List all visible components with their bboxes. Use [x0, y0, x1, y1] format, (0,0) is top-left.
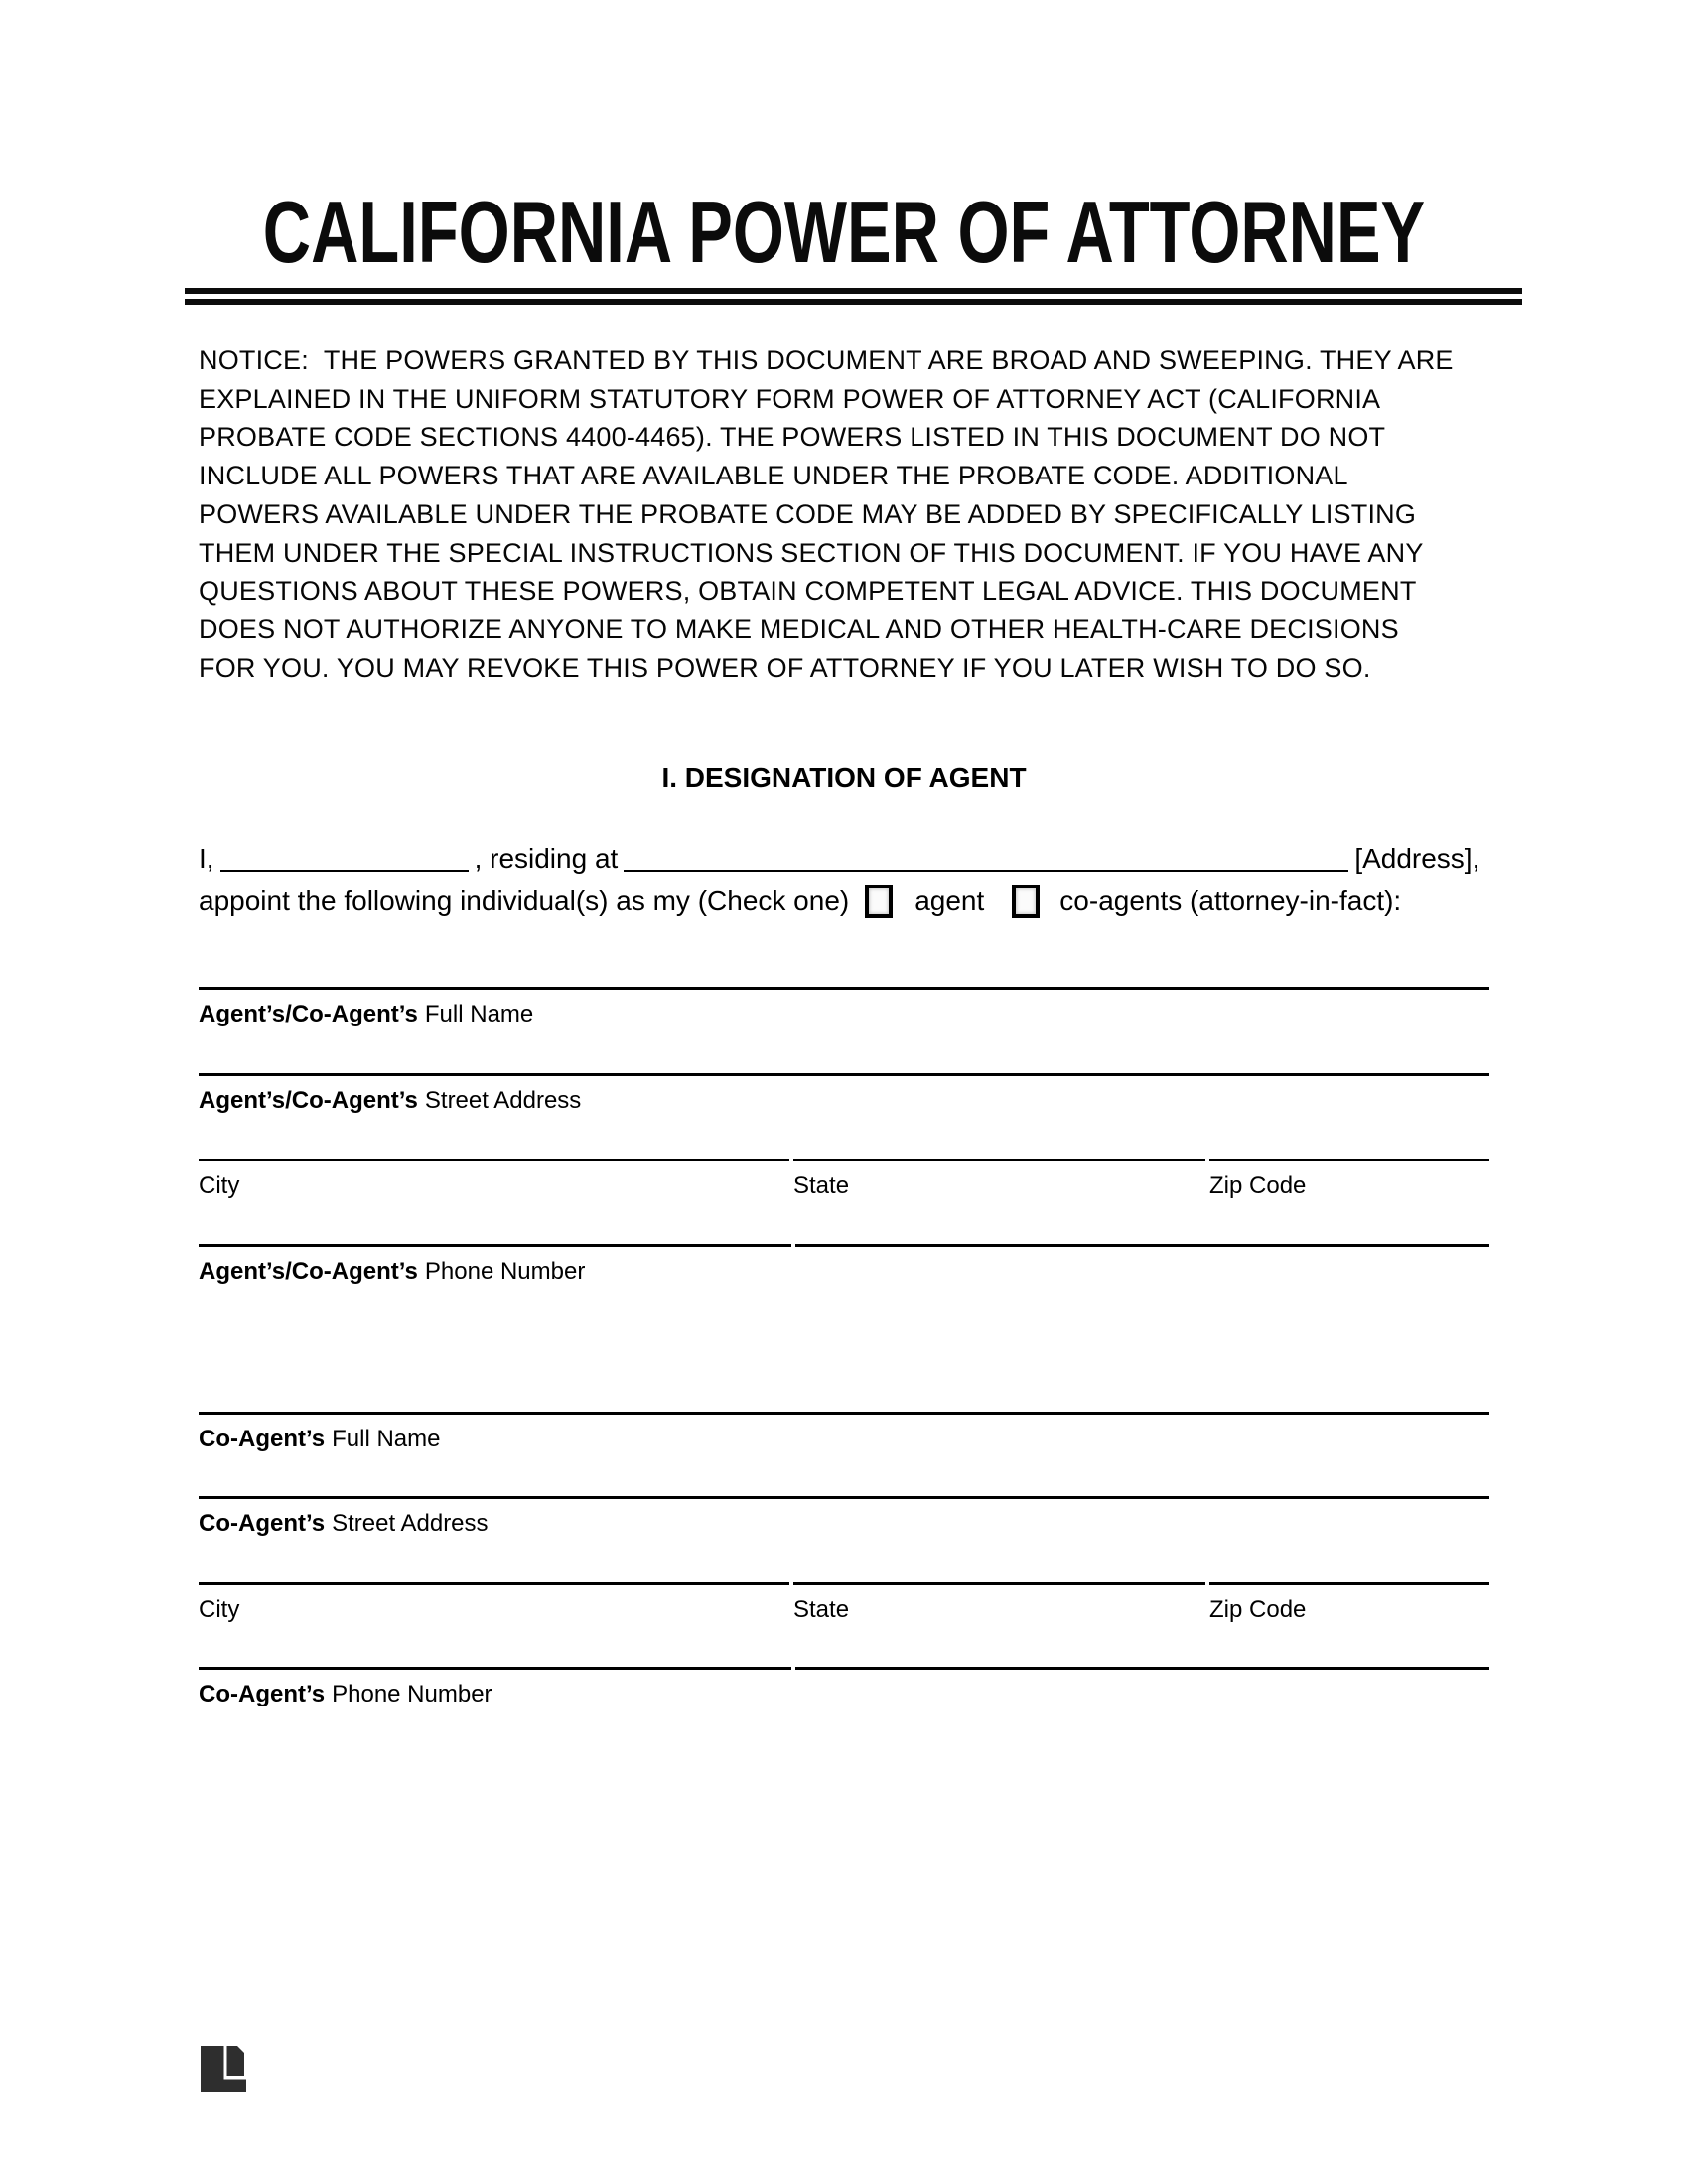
agent-city-blank[interactable] [199, 1159, 789, 1161]
coagent-state-label: State [793, 1596, 850, 1623]
agent-street-address-row [199, 1073, 1489, 1116]
agent-city-state-zip-row [199, 1159, 1489, 1201]
agent-full-name-row [199, 987, 1489, 1029]
coagent-street-address-label-owner: Co-Agent’s [199, 1510, 326, 1537]
coagent-full-name-label [199, 1425, 1489, 1454]
notice-line: QUESTIONS ABOUT THESE POWERS, OBTAIN COMPETENT LEGAL ADVICE. THIS DOCUMENT [199, 576, 1417, 607]
agent-full-name-label [199, 1000, 1489, 1029]
coagent-city-state-zip-labels [199, 1595, 1489, 1625]
agent-street-address-label-owner: Agent’s/Co-Agent’s [199, 1087, 418, 1114]
principal-declaration-line [199, 839, 1499, 879]
legal-templates-logo-icon [201, 2046, 246, 2092]
appoint-text: appoint the following individual(s) as my (Check one) [199, 886, 850, 916]
agent-full-name-label-text: Full Name [424, 1001, 534, 1027]
notice-paragraph [199, 341, 1454, 687]
coagent-phone-label [199, 1680, 1489, 1709]
notice-line: FOR YOU. YOU MAY REVOKE THIS POWER OF ATTORNEY IF YOU LATER WISH TO DO SO. [199, 652, 1371, 683]
designation-intro [199, 839, 1499, 924]
title-wrap [0, 185, 1688, 281]
agent-phone-label [199, 1257, 1489, 1287]
coagent-zip-label: Zip Code [1209, 1596, 1307, 1623]
coagent-full-name-label-text: Full Name [332, 1426, 441, 1452]
principal-address-blank[interactable] [624, 870, 1348, 872]
principal-i-label: I, [199, 843, 214, 874]
address-tag-label: [Address], [1354, 843, 1480, 874]
coagent-phone-blank-right[interactable] [795, 1667, 1489, 1670]
agent-option-label: agent [914, 886, 985, 916]
coagent-city-label: City [199, 1596, 240, 1623]
agent-zip-blank[interactable] [1209, 1159, 1489, 1161]
section-heading-designation-of-agent: I. DESIGNATION OF AGENT [661, 762, 1027, 793]
coagent-phone-label-text: Phone Number [332, 1681, 492, 1707]
page-title: CALIFORNIA POWER OF ATTORNEY [262, 183, 1426, 281]
coagent-phone-row [199, 1667, 1489, 1709]
coagent-full-name-row [199, 1412, 1489, 1454]
notice-line: PROBATE CODE SECTIONS 4400-4465). THE POWERS LISTED IN THIS DOCUMENT DO NOT [199, 422, 1386, 453]
co-agents-checkbox[interactable] [1012, 885, 1040, 918]
agent-phone-blank[interactable] [199, 1244, 791, 1247]
notice-line: INCLUDE ALL POWERS THAT ARE AVAILABLE UNDER THE PROBATE CODE. ADDITIONAL [199, 461, 1348, 491]
coagent-city-state-zip-row [199, 1582, 1489, 1625]
coagent-full-name-blank[interactable] [199, 1412, 1489, 1415]
agent-street-address-blank[interactable] [199, 1073, 1489, 1076]
agent-full-name-label-owner: Agent’s/Co-Agent’s [199, 1001, 418, 1027]
residing-at-label: , residing at [474, 843, 619, 874]
agent-state-blank[interactable] [793, 1159, 1205, 1161]
agent-city-state-zip-labels [199, 1171, 1489, 1201]
title-double-rule [185, 288, 1522, 305]
coagent-state-blank[interactable] [793, 1582, 1205, 1585]
coagent-street-address-blank[interactable] [199, 1496, 1489, 1499]
agent-full-name-blank[interactable] [199, 987, 1489, 990]
agent-street-address-label-text: Street Address [424, 1087, 582, 1114]
coagent-street-address-label-text: Street Address [332, 1510, 489, 1537]
agent-checkbox[interactable] [865, 885, 893, 918]
logo-l-icon [201, 2046, 246, 2092]
appointment-line [199, 879, 1499, 924]
agent-phone-row [199, 1244, 1489, 1287]
agent-phone-label-text: Phone Number [424, 1258, 586, 1285]
agent-street-address-label [199, 1086, 1489, 1116]
notice-line: POWERS AVAILABLE UNDER THE PROBATE CODE MAY BE ADDED BY SPECIFICALLY LISTING [199, 498, 1417, 529]
agent-state-label: State [793, 1172, 850, 1199]
coagent-street-address-row [199, 1496, 1489, 1539]
notice-line: NOTICE: THE POWERS GRANTED BY THIS DOCUMENT ARE BROAD AND SWEEPING. THEY ARE [199, 345, 1454, 375]
notice-line: THEM UNDER THE SPECIAL INSTRUCTIONS SECTION OF THIS DOCUMENT. IF YOU HAVE ANY [199, 537, 1424, 568]
coagent-city-blank[interactable] [199, 1582, 789, 1585]
principal-name-blank[interactable] [220, 870, 469, 872]
coagent-street-address-label [199, 1509, 1489, 1539]
agent-zip-label: Zip Code [1209, 1172, 1307, 1199]
notice-line: DOES NOT AUTHORIZE ANYONE TO MAKE MEDICAL AND OTHER HEALTH-CARE DECISIONS [199, 614, 1399, 644]
co-agents-option-label: co-agents (attorney-in-fact): [1059, 886, 1402, 916]
agent-phone-label-owner: Agent’s/Co-Agent’s [199, 1258, 418, 1285]
coagent-phone-blank[interactable] [199, 1667, 791, 1670]
coagent-full-name-label-owner: Co-Agent’s [199, 1426, 326, 1452]
notice-line: EXPLAINED IN THE UNIFORM STATUTORY FORM POWER OF ATTORNEY ACT (CALIFORNIA [199, 383, 1381, 414]
coagent-zip-blank[interactable] [1209, 1582, 1489, 1585]
agent-city-label: City [199, 1172, 240, 1199]
coagent-phone-label-owner: Co-Agent’s [199, 1681, 326, 1707]
agent-phone-blank-right[interactable] [795, 1244, 1489, 1247]
